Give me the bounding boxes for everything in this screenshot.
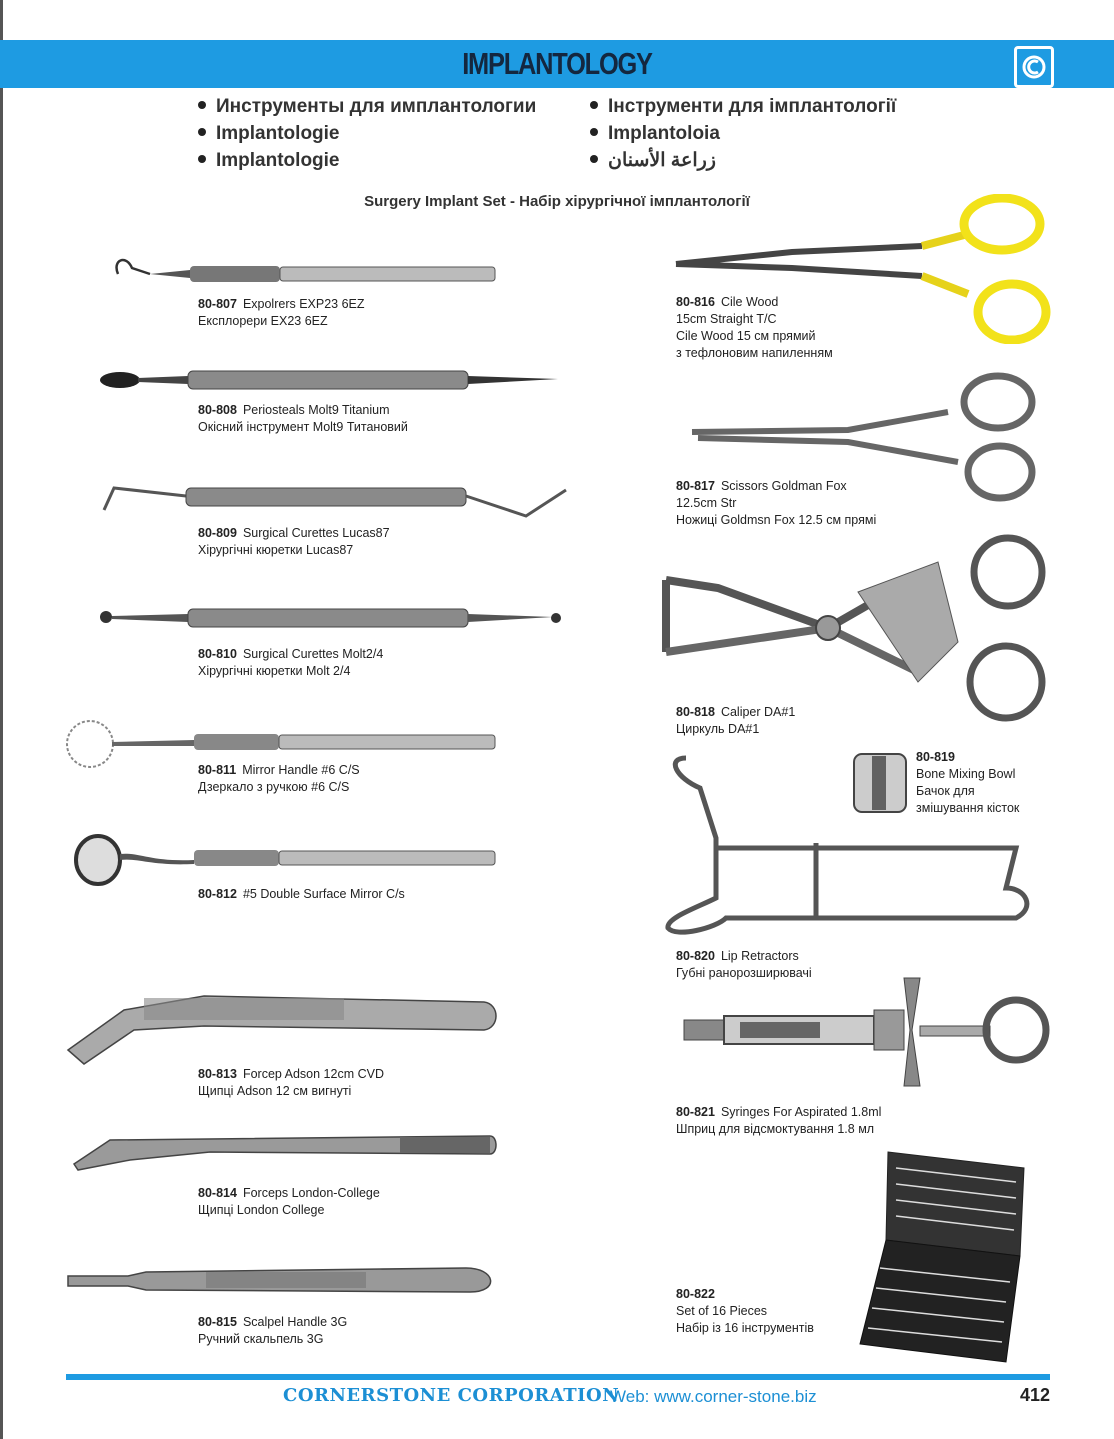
lip-retractor-icon	[656, 748, 1040, 938]
curette-icon	[96, 480, 574, 520]
item-80-813: 80-813 Forcep Adson 12cm CVD Щипці Adson 12 см вигнуті	[198, 1067, 384, 1098]
item-80-808: 80-808 Periosteals Molt9 Titanium Окісний інструмент Molt9 Титановий	[198, 403, 408, 434]
language-list-left	[198, 93, 536, 174]
item-80-820: 80-820 Lip Retractors Губні ранорозширювачі	[676, 949, 812, 980]
cornerstone-logo-icon	[1014, 46, 1054, 88]
left-margin-rule	[0, 0, 3, 1439]
language-item: Інструменти для імплантології	[590, 93, 896, 120]
periosteal-icon	[98, 364, 568, 396]
item-80-814: 80-814 Forceps London-College Щипці London College	[198, 1186, 380, 1217]
language-list-right	[590, 93, 896, 174]
explorer-icon	[110, 252, 500, 288]
language-item: Implantologie	[198, 147, 536, 174]
page-number: 412	[1020, 1385, 1051, 1405]
instrument-case-icon	[856, 1148, 1028, 1368]
language-item: Implantoloia	[590, 120, 896, 147]
forceps-london-icon	[70, 1130, 500, 1174]
header-bar	[0, 40, 1114, 88]
item-80-817: 80-817 Scissors Goldman Fox 12.5cm Str Ножиці Goldmsn Fox 12.5 см прямі	[676, 479, 877, 527]
page-title: IMPLANTOLOGY	[462, 46, 652, 81]
double-mirror-icon	[70, 832, 500, 888]
item-80-809: 80-809 Surgical Curettes Lucas87 Хірургічні кюретки Lucas87	[198, 526, 390, 557]
item-80-819: 80-819 Bone Mixing Bowl Бачок для змішування кісток	[916, 750, 1020, 815]
curette-molt-icon	[98, 603, 568, 633]
item-80-810: 80-810 Surgical Curettes Molt2/4 Хірургічні кюретки Molt 2/4	[198, 647, 384, 678]
item-80-812: 80-812 #5 Double Surface Mirror C/s	[198, 887, 405, 901]
caliper-icon	[658, 532, 1054, 728]
item-80-811: 80-811 Mirror Handle #6 C/S Дзеркало з ручкою #6 C/S	[198, 763, 360, 794]
item-80-807: 80-807 Expolrers EXP23 6EZ Експлорери EX23 6EZ	[198, 297, 365, 328]
footer-web-link[interactable]: Web: www.corner-stone.biz	[610, 1387, 817, 1406]
section-subtitle: Surgery Implant Set - Набір хірургічної імплантології	[364, 193, 750, 210]
language-item: Implantologie	[198, 120, 536, 147]
language-item: زراعة الأسنان	[590, 147, 896, 174]
item-80-822: 80-822 Set of 16 Pieces Набір із 16 інструментів	[676, 1287, 814, 1335]
syringe-icon	[680, 970, 1052, 1094]
forcep-adson-icon	[64, 990, 500, 1066]
scalpel-handle-icon	[66, 1262, 500, 1298]
footer-rule	[66, 1374, 1050, 1380]
item-80-816: 80-816 Cile Wood 15cm Straight T/C Cile Wood 15 см прямий з тефлоновим напиленням	[676, 295, 833, 360]
language-item: Инструменты для имплантологии	[198, 93, 536, 120]
footer-company: CORNERSTONE CORPORATION	[283, 1385, 620, 1406]
item-80-815: 80-815 Scalpel Handle 3G Ручний скальпель 3G	[198, 1315, 348, 1346]
item-80-821: 80-821 Syringes For Aspirated 1.8ml Шприц для відсмоктування 1.8 мл	[676, 1105, 882, 1136]
item-80-818: 80-818 Caliper DA#1 Циркуль DA#1	[676, 705, 796, 736]
